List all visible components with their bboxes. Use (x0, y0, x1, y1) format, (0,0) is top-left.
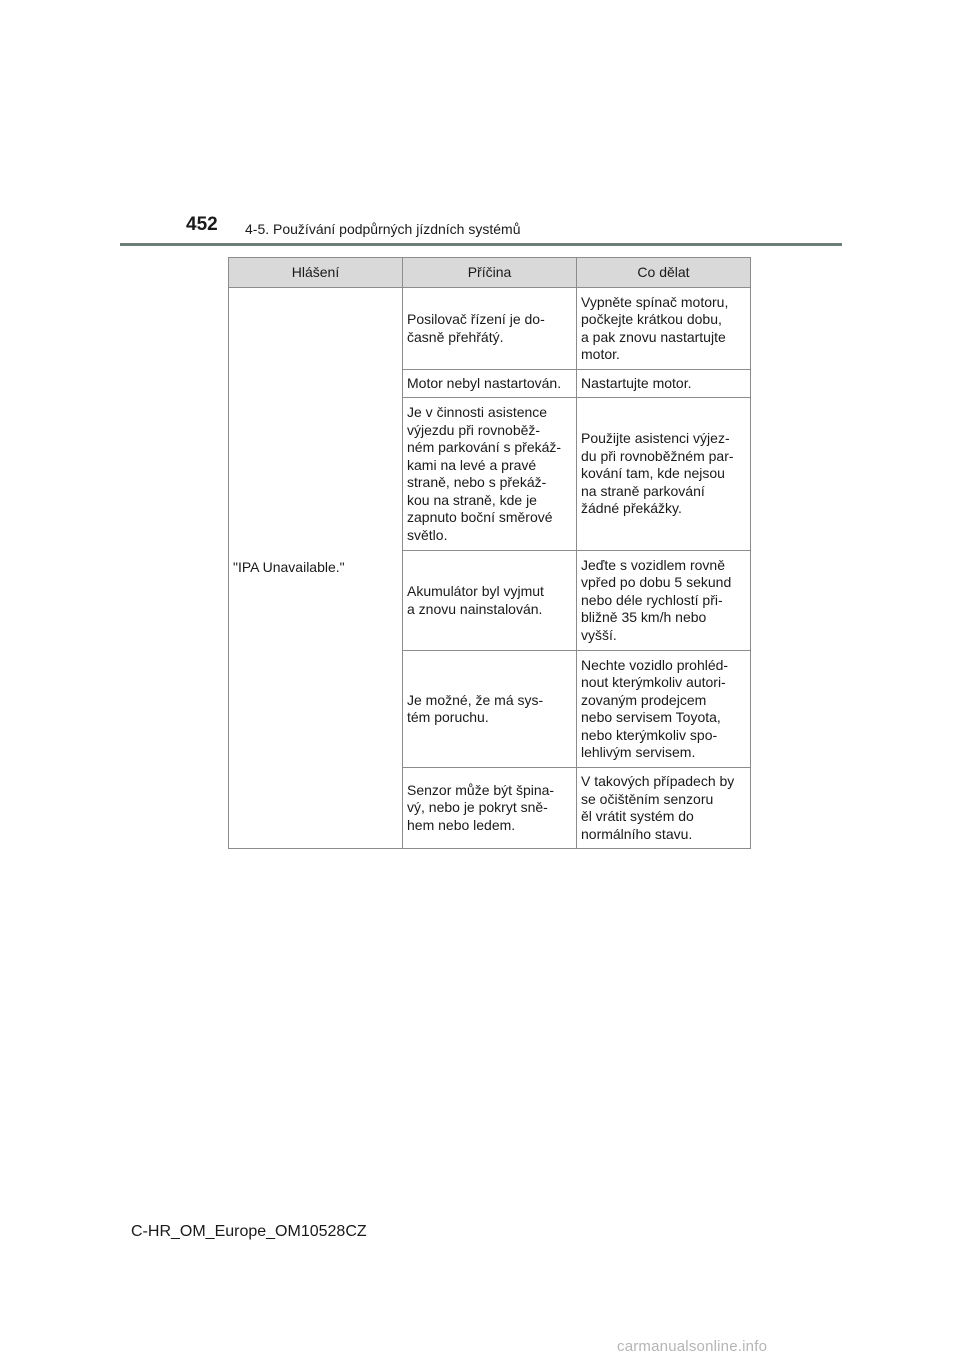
page-number: 452 (186, 214, 218, 235)
table-row (229, 288, 751, 370)
action-cell: Jeďte s vozidlem rovně vpřed po dobu 5 sekund nebo déle rychlostí při- bližně 35 km/h nebo vyšší. (577, 551, 751, 651)
action-cell: Vypněte spínač motoru, počkejte krátkou dobu, a pak znovu nastartujte motor. (577, 288, 751, 370)
column-header-message: Hlášení (229, 258, 403, 288)
action-cell: V takových případech by se očištěním senzoru ěl vrátit systém do normálního stavu. (577, 768, 751, 849)
cause-cell: Je v činnosti asistence výjezdu při rovnoběž- ném parkování s překáž- kami na levé a pravé straně, nebo s překáž- kou na straně, kde je zapnuto boční směrové světlo. (403, 398, 577, 551)
column-header-cause: Příčina (403, 258, 577, 288)
document-code: C-HR_OM_Europe_OM10528CZ (131, 1223, 367, 1240)
warning-message-table (228, 257, 751, 849)
cause-cell: Motor nebyl nastartován. (403, 370, 577, 398)
action-cell: Použijte asistenci výjez- du při rovnoběžném par- kování tam, kde nejsou na straně parkování žádné překážky. (577, 398, 751, 551)
table-header-row (229, 258, 751, 288)
header-divider (120, 243, 842, 246)
cause-cell: Akumulátor byl vyjmut a znovu nainstalován. (403, 551, 577, 651)
action-cell: Nechte vozidlo prohléd- nout kterýmkoliv autori- zovaným prodejcem nebo servisem Toyota, nebo kterýmkoliv spo- lehlivým servisem. (577, 651, 751, 768)
cause-cell: Posilovač řízení je do- časně přehřátý. (403, 288, 577, 370)
cause-cell: Je možné, že má sys- tém poruchu. (403, 651, 577, 768)
column-header-action: Co dělat (577, 258, 751, 288)
action-cell: Nastartujte motor. (577, 370, 751, 398)
message-cell: "IPA Unavailable." (229, 288, 403, 849)
cause-cell: Senzor může být špina- vý, nebo je pokryt sně- hem nebo ledem. (403, 768, 577, 849)
section-title: 4-5. Používání podpůrných jízdních systémů (245, 221, 521, 237)
watermark: carmanualsonline.info (617, 1338, 768, 1355)
